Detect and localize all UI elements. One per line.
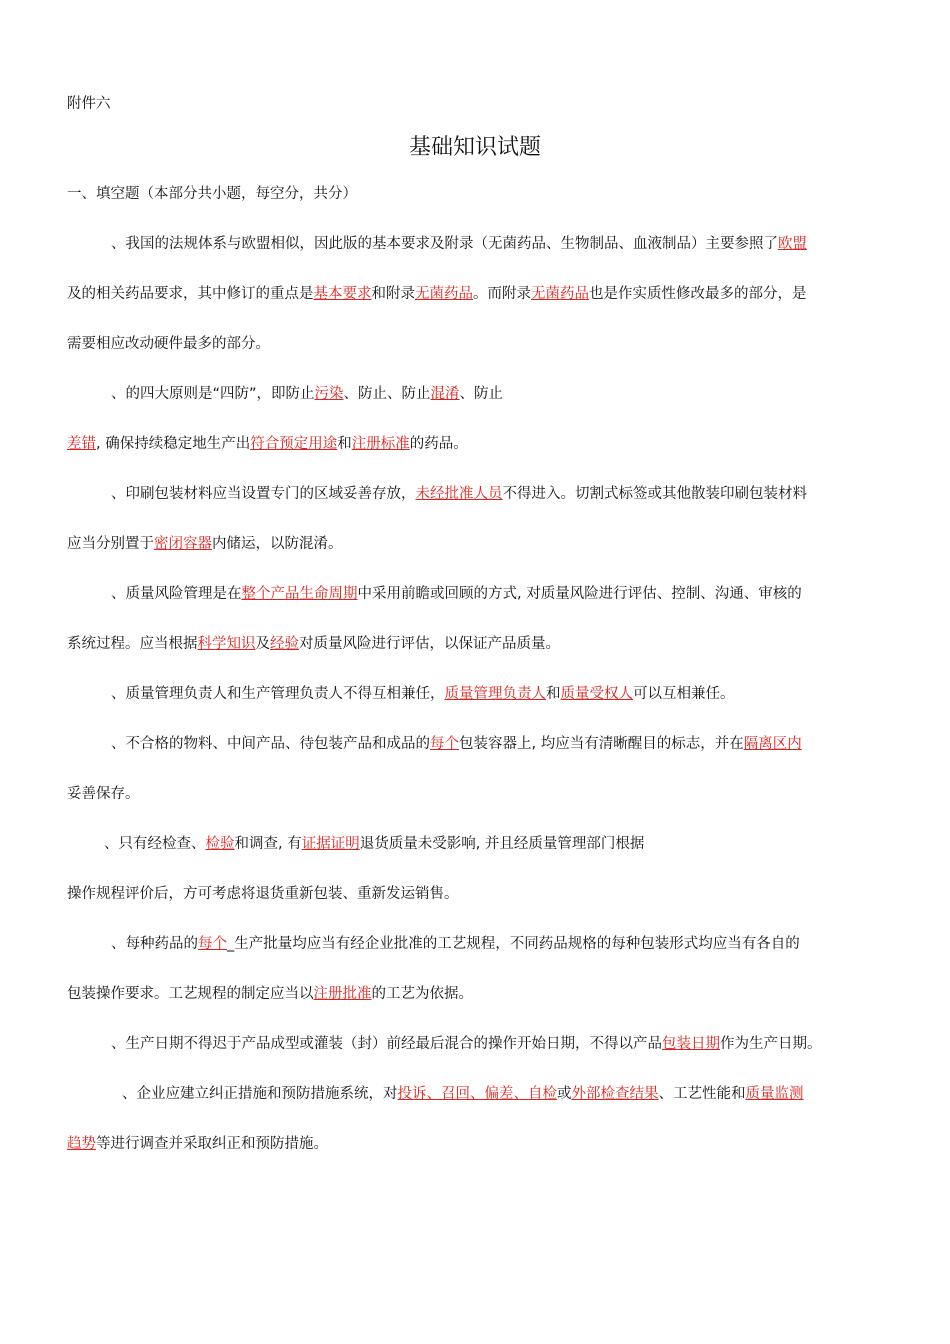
answer-text: 趋势: [67, 1136, 96, 1152]
answer-text: 检验: [205, 836, 235, 852]
question-text: 及的相关药品要求，其中修订的重点是: [67, 286, 314, 302]
question-text: 的药品。: [409, 436, 468, 452]
question-text: 妥善保存。: [67, 786, 140, 802]
answer-text: 注册批准: [313, 986, 372, 1002]
answer-text: 投诉、召回、偏差、自检: [397, 1086, 557, 1102]
text-line: [111, 584, 802, 604]
question-text: 、防止: [459, 386, 504, 402]
question-text: 的工艺为依据。: [371, 986, 473, 1002]
text-line: [111, 484, 807, 504]
text-line: [122, 1084, 804, 1104]
answer-text: 无菌药品: [531, 286, 589, 302]
question-text: 和调查, 有: [234, 836, 302, 852]
question-text: 包装容器上, 均应当有清晰醒目的标志，并在: [459, 736, 744, 752]
question-text: 或: [557, 1086, 572, 1102]
answer-text: 差错: [67, 436, 96, 452]
question-text: 中采用前瞻或回顾的方式, 对质量风险进行评估、控制、沟通、审核的: [357, 586, 802, 602]
answer-text: 基本要求: [313, 286, 372, 302]
question-text: 、只有经检查、: [104, 836, 206, 852]
question-text: 、每种药品的: [111, 936, 198, 952]
answer-text: 污染: [314, 386, 344, 402]
text-line: [67, 334, 270, 354]
text-line: [67, 784, 140, 804]
question-text: 应当分别置于: [67, 536, 154, 552]
question-text: 、生产日期不得迟于产品成型或灌装（封）前经最后混合的操作开始日期，不得以产品: [111, 1036, 662, 1052]
question-text: 和: [546, 686, 561, 702]
question-text: 、我国的法规体系与欧盟相似，因此版的基本要求及附录（无菌药品、生物制品、血液制品）主要参照了: [111, 236, 778, 252]
text-line: [67, 984, 473, 1004]
answer-text: 每个: [430, 736, 459, 752]
answer-text: 整个产品生命周期: [241, 586, 358, 602]
answer-text: 每个: [198, 936, 227, 952]
question-text: 、企业应建立纠正措施和预防措施系统，对: [122, 1086, 398, 1102]
question-text: 对质量风险进行评估，以保证产品质量。: [299, 636, 560, 652]
text-line: [111, 934, 800, 954]
answer-text: 经验: [270, 636, 299, 652]
answer-text: 密闭容器: [154, 536, 212, 552]
question-text: 、不合格的物料、中间产品、待包装产品和成品的: [111, 736, 430, 752]
question-text: 作为生产日期。: [720, 1036, 822, 1052]
text-line: [67, 634, 560, 654]
question-text: 等进行调查并采取纠正和预防措施。: [96, 1136, 328, 1152]
answer-text: 混淆: [430, 386, 460, 402]
text-line: [67, 884, 459, 904]
attachment-label: 附件六: [67, 96, 111, 112]
question-text: 也是作实质性修改最多的部分，是: [589, 286, 807, 302]
text-line: [111, 384, 503, 404]
page-title: 基础知识试题: [408, 135, 541, 160]
section-heading: 一、填空题（本部分共小题，每空分，共分）: [67, 186, 357, 202]
question-text: 退货质量未受影响, 并且经质量管理部门根据: [359, 836, 645, 852]
question-text: 、质量管理负责人和生产管理负责人不得互相兼任，: [111, 686, 445, 702]
answer-text: 质量受权人: [560, 686, 633, 702]
answer-text: 欧盟: [778, 236, 807, 252]
question-text: , 确保持续稳定地生产出: [96, 436, 251, 452]
text-line: [111, 684, 735, 704]
answer-text: 隔离区内: [743, 736, 802, 752]
question-text: 内储运，以防混淆。: [212, 536, 343, 552]
question-text: 、的四大原则是“四防”，即防止: [111, 386, 315, 402]
answer-text: 证据证明: [301, 836, 360, 852]
text-line: [67, 284, 807, 304]
answer-text: 外部检查结果: [571, 1086, 659, 1102]
answer-text: 无菌药品: [415, 286, 473, 302]
text-line: [111, 234, 807, 254]
question-text: 、工艺性能和: [658, 1086, 746, 1102]
text-line: [111, 1034, 822, 1054]
answer-text: 符合预定用途: [250, 436, 338, 452]
text-line: [67, 434, 468, 454]
answer-text: 质量监测: [745, 1086, 804, 1102]
question-text: 、印刷包装材料应当设置专门的区域妥善存放，: [111, 486, 416, 502]
answer-text: 包装日期: [662, 1036, 720, 1052]
answer-text: 科学知识: [197, 636, 256, 652]
answer-text: 注册标准: [351, 436, 410, 452]
question-text: 和: [337, 436, 352, 452]
question-text: 系统过程。应当根据: [67, 636, 198, 652]
text-line: [67, 1134, 328, 1154]
text-line: [104, 834, 644, 854]
question-text: 可以互相兼任。: [633, 686, 735, 702]
question-text: 、防止、防止: [343, 386, 431, 402]
question-text: _生产批量均应当有经企业批准的工艺规程，不同药品规格的每种包装形式均应当有各自的: [227, 936, 800, 952]
answer-text: 未经批准人员: [415, 486, 503, 502]
text-line: [67, 534, 343, 554]
question-text: 。而附录: [473, 286, 531, 302]
question-text: 需要相应改动硬件最多的部分。: [67, 336, 270, 352]
answer-text: 质量管理负责人: [444, 686, 546, 702]
text-line: [111, 734, 802, 754]
question-text: 和附录: [371, 286, 415, 302]
question-text: 操作规程评价后，方可考虑将退货重新包装、重新发运销售。: [67, 886, 459, 902]
question-text: 、质量风险管理是在: [111, 586, 242, 602]
question-text: 及: [255, 636, 270, 652]
question-text: 不得进入。切割式标签或其他散装印刷包装材料: [502, 486, 807, 502]
question-text: 包装操作要求。工艺规程的制定应当以: [67, 986, 314, 1002]
